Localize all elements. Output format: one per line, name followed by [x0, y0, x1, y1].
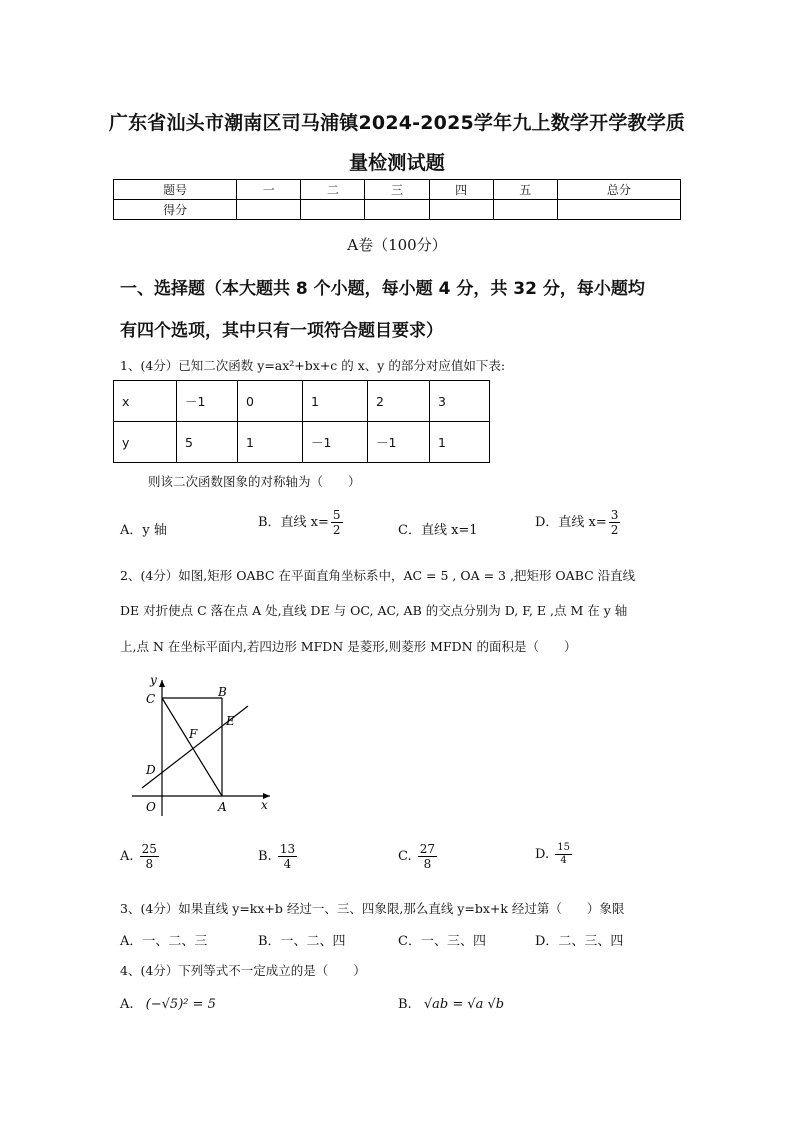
score-cell: 三	[365, 180, 429, 200]
score-cell: 五	[493, 180, 557, 200]
table-cell: 1	[238, 422, 303, 463]
score-table	[113, 179, 681, 220]
fraction-denominator: 8	[145, 857, 154, 871]
fraction-denominator: 2	[332, 523, 341, 537]
table-cell: 3	[430, 381, 490, 422]
q2-line1: 2、(4分）如图,矩形 OABC 在平面直角坐标系中，AC = 5 , OA = 3 ,把矩形 OABC 沿直线	[120, 568, 636, 583]
label-d: D	[146, 763, 156, 777]
score-input-cell[interactable]	[557, 200, 680, 220]
q2-option-d[interactable]	[535, 842, 574, 867]
score-input-cell[interactable]	[493, 200, 557, 220]
fraction	[418, 842, 437, 871]
q3-option-d[interactable]: D．二、三、四	[535, 934, 624, 949]
q2-line3: 上,点 N 在坐标平面内,若四边形 MFDN 是菱形,则菱形 MFDN 的面积是（ ）	[120, 639, 577, 654]
label-b: B	[218, 685, 227, 699]
page-title-line2: 量检测试题	[348, 152, 445, 174]
q3-option-a[interactable]: A．一、二、三	[120, 934, 208, 949]
table-cell: 1	[430, 422, 490, 463]
option-letter: B.	[258, 849, 272, 864]
score-input-cell[interactable]	[301, 200, 365, 220]
fraction-numerator: 13	[279, 842, 296, 856]
section-a-heading: A卷（100分）	[347, 236, 447, 254]
option-letter: A.	[120, 997, 134, 1012]
fraction-numerator: 25	[141, 842, 157, 856]
score-cell: 一	[237, 180, 301, 200]
option-letter: D.	[535, 847, 550, 862]
fraction-denominator: 8	[423, 857, 432, 871]
q2-figure	[120, 670, 290, 820]
label-x: x	[261, 798, 268, 812]
score-row-label: 得分	[114, 200, 237, 220]
table-row	[114, 381, 490, 422]
label-o: O	[146, 800, 156, 814]
fraction-numerator: 27	[419, 842, 436, 856]
page-title-line1: 广东省汕头市潮南区司马浦镇2024-2025学年九上数学开学教学质	[108, 112, 686, 134]
q1-option-d[interactable]	[535, 508, 622, 537]
score-input-cell[interactable]	[429, 200, 493, 220]
q1-option-b[interactable]	[258, 508, 345, 537]
fraction	[140, 842, 159, 871]
label-a: A	[218, 800, 227, 814]
part1-heading-line1: 一、选择题（本大题共 8 个小题，每小题 4 分，共 32 分，每小题均	[120, 279, 645, 299]
fraction-numerator: 3	[610, 508, 619, 522]
fraction	[278, 842, 297, 871]
fraction-numerator: 5	[332, 508, 341, 522]
table-cell: 0	[238, 381, 303, 422]
score-input-cell[interactable]	[237, 200, 301, 220]
q1-option-a[interactable]: A．y 轴	[120, 523, 167, 538]
q1-option-b-prefix: B．直线 x=	[258, 515, 329, 530]
score-table-header-row	[114, 180, 681, 200]
q4-stem: 4、(4分）下列等式不一定成立的是（ ）	[120, 963, 366, 978]
table-cell: 5	[177, 422, 238, 463]
table-cell: x	[114, 381, 177, 422]
score-input-cell[interactable]	[365, 200, 429, 220]
fraction-denominator: 4	[283, 857, 292, 871]
q2-option-b[interactable]	[258, 842, 299, 871]
score-cell: 总分	[557, 180, 680, 200]
fraction-denominator: 2	[610, 523, 619, 537]
y-axis-arrow	[159, 680, 165, 687]
fraction-numerator: 15	[557, 842, 570, 853]
label-y: y	[150, 673, 157, 687]
label-e: E	[226, 714, 235, 728]
table-cell: 2	[368, 381, 430, 422]
math-expression: (−√5)² = 5	[145, 997, 216, 1012]
q1-value-table	[113, 380, 490, 463]
score-cell: 四	[429, 180, 493, 200]
score-cell: 题号	[114, 180, 237, 200]
table-cell: y	[114, 422, 177, 463]
fraction	[331, 508, 343, 537]
label-c: C	[146, 692, 156, 706]
q4-option-a[interactable]	[120, 997, 216, 1012]
score-table-score-row	[114, 200, 681, 220]
q3-stem: 3、(4分）如果直线 y=kx+b 经过一、三、四象限,那么直线 y=bx+k 经过第（ ）象限	[120, 901, 625, 916]
diagonal-ac	[162, 698, 222, 796]
q1-stem: 1、(4分）已知二次函数 y=ax²+bx+c 的 x、y 的部分对应值如下表:	[120, 358, 506, 373]
option-letter: A.	[120, 849, 134, 864]
q1-question: 则该二次函数图象的对称轴为（ ）	[148, 474, 361, 489]
math-expression: √ab = √a √b	[423, 997, 505, 1012]
table-cell: －1	[303, 422, 368, 463]
q2-option-c[interactable]	[398, 842, 439, 871]
table-cell: －1	[368, 422, 430, 463]
option-letter: C.	[398, 849, 412, 864]
q2-line2: DE 对折使点 C 落在点 A 处,直线 DE 与 OC, AC, AB 的交点分别为 D, F, E ,点 M 在 y 轴	[120, 603, 628, 618]
fraction	[609, 508, 621, 537]
fraction-denominator: 4	[560, 855, 567, 866]
q1-option-c[interactable]: C．直线 x=1	[398, 523, 478, 538]
q4-option-b[interactable]	[398, 997, 504, 1012]
q2-option-a[interactable]	[120, 842, 161, 871]
table-row	[114, 422, 490, 463]
score-cell: 二	[301, 180, 365, 200]
part1-heading-line2: 有四个选项，其中只有一项符合题目要求）	[120, 321, 443, 341]
table-cell: 1	[303, 381, 368, 422]
label-f: F	[189, 727, 198, 741]
table-cell: －1	[177, 381, 238, 422]
option-letter: B.	[398, 997, 412, 1012]
q3-option-b[interactable]: B．一、二、四	[258, 934, 346, 949]
fraction	[555, 842, 572, 867]
q3-option-c[interactable]: C．一、三、四	[398, 934, 486, 949]
q1-option-d-prefix: D．直线 x=	[535, 515, 607, 530]
